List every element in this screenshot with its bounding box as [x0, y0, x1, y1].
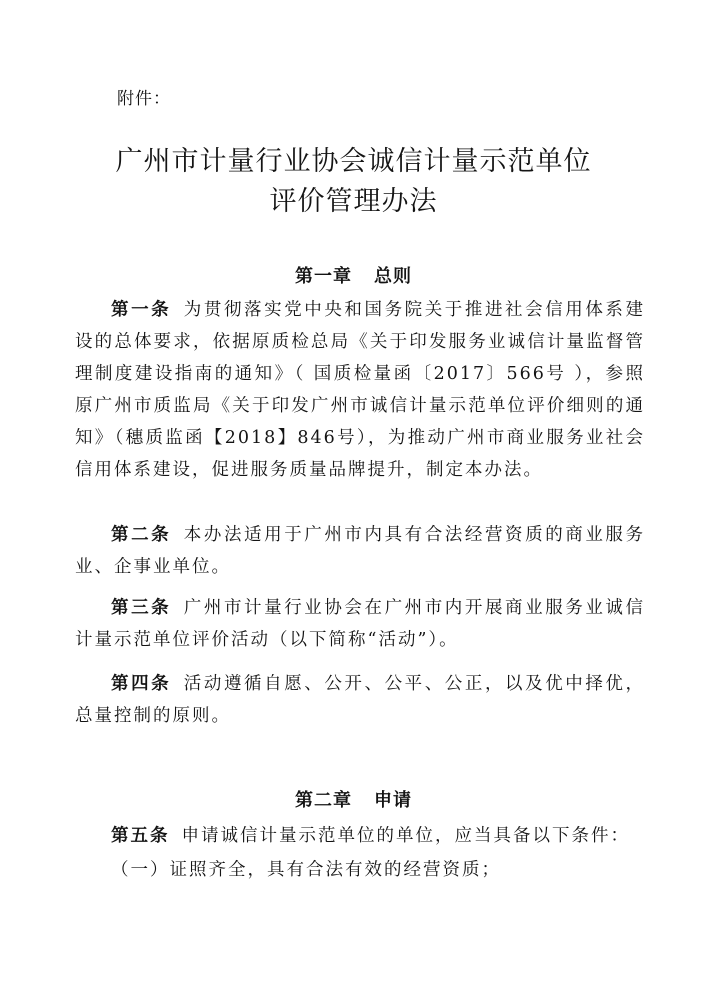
article-label: 第三条 — [111, 598, 172, 618]
article-label: 第四条 — [111, 674, 172, 694]
chapter-number: 第一章 — [295, 266, 352, 287]
article-label: 第五条 — [111, 826, 170, 846]
document-title-line2: 评价管理办法 — [269, 186, 438, 217]
article-2 — [75, 519, 645, 583]
chapter-heading-1 — [0, 262, 707, 288]
article-text: 活动遵循自愿、公开、公平、公正，以及优中择优，总量控制的原则。 — [75, 674, 646, 726]
article-3 — [75, 592, 645, 656]
article-text: 申请诚信计量示范单位的单位，应当具备以下条件： — [181, 826, 630, 846]
article-text: 本办法适用于广州市内具有合法经营资质的商业服务业、企事业单位。 — [75, 525, 646, 577]
article-text: 为贯彻落实党中央和国务院关于推进社会信用体系建设的总体要求，依据原质检总局《关于印发服务业诚信计量监督管理制度建设指南的通知》（ 国质检量函〔2017〕566号 ），参照原广州市质监局《关于印发广州市诚信计量示范单位评价细则的通知》（穗质监函【2018】846号），为推动广州市商业服务业社会信用体系建设，促进服务质量品牌提升，制定本办法。 — [75, 300, 646, 480]
condition-item-1 — [75, 854, 645, 886]
article-text: 广州市计量行业协会在广州市内开展商业服务业诚信计量示范单位评价活动（以下简称“活动”）。 — [75, 598, 646, 650]
article-4 — [75, 668, 645, 732]
chapter-number: 第二章 — [295, 790, 352, 811]
chapter-name: 总则 — [374, 266, 412, 287]
article-label: 第二条 — [111, 525, 172, 545]
article-1 — [75, 294, 645, 486]
chapter-name: 申请 — [374, 790, 412, 811]
article-5 — [75, 820, 645, 852]
chapter-heading-2 — [0, 786, 707, 812]
condition-text: （一）证照齐全，具有合法有效的经营资质； — [111, 860, 501, 880]
attachment-label: 附件： — [117, 89, 171, 109]
article-label: 第一条 — [111, 300, 172, 320]
document-title-line1: 广州市计量行业协会诚信计量示范单位 — [115, 146, 592, 177]
